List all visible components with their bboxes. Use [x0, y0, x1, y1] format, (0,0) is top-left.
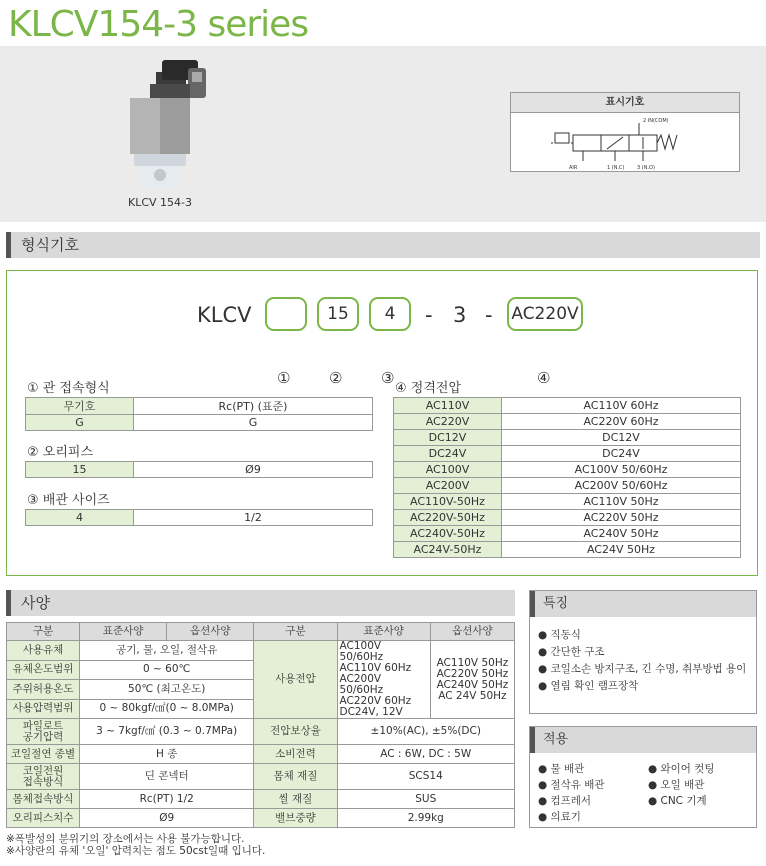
- table-cell: DC12V: [502, 430, 741, 446]
- list-item: ● 와이어 컷팅: [648, 763, 715, 775]
- voltage-std-line: AC110V 60Hz: [339, 662, 412, 674]
- page-title: KLCV154-3 series: [8, 4, 309, 45]
- applications-panel: [529, 726, 757, 828]
- table-row: [394, 430, 741, 446]
- table-row: [7, 790, 515, 809]
- spec-value: H 종: [80, 745, 254, 764]
- table-cell: G: [26, 415, 134, 431]
- section-model-code: 형식기호: [6, 232, 760, 258]
- spec-value: SUS: [337, 790, 514, 809]
- table-row: [7, 809, 515, 828]
- model-dash-1: -: [425, 303, 433, 327]
- applications-title: 적용: [530, 727, 756, 753]
- table-row: [26, 415, 373, 431]
- orifice-table: [25, 461, 373, 478]
- spec-value: 공기, 물, 오일, 절삭유: [80, 641, 254, 661]
- table-cell: AC110V 60Hz: [502, 398, 741, 414]
- spec-value: Rc(PT) 1/2: [80, 790, 254, 809]
- spec-header-std: 표준사양: [80, 623, 167, 641]
- product-caption: KLCV 154-3: [127, 196, 192, 209]
- model-num-4: ④: [537, 369, 551, 387]
- spec-header-opt-2: 옵션사양: [430, 623, 514, 641]
- table-cell: AC100V 50/60Hz: [502, 462, 741, 478]
- features-list: [530, 617, 756, 695]
- table-cell: AC240V 50Hz: [502, 526, 741, 542]
- spec-label: 주위허용온도: [7, 680, 80, 700]
- footnote: ※폭발성의 분위기의 장소에서는 사용 불가능합니다.: [6, 833, 245, 845]
- table-cell: AC240V-50Hz: [394, 526, 502, 542]
- table-cell: AC220V 60Hz: [502, 414, 741, 430]
- table-cell: AC24V 50Hz: [502, 542, 741, 558]
- model-num-2: ②: [329, 369, 343, 387]
- spec-label: 유체온도범위: [7, 660, 80, 680]
- table-row: [26, 510, 373, 526]
- table-row: [394, 414, 741, 430]
- spec-label-line: 코일전원: [22, 764, 64, 777]
- spec-header-std-2: 표준사양: [337, 623, 430, 641]
- orifice-title: ② 오리피스: [27, 445, 94, 460]
- spec-label: 사용유체: [7, 641, 80, 661]
- model-prefix: KLCV: [197, 303, 252, 327]
- table-row: [394, 462, 741, 478]
- port-com-label: 2 IN(COM): [643, 118, 669, 124]
- valve-image: [126, 54, 210, 204]
- list-item: ● 오일 배관: [648, 779, 705, 791]
- product-hero: [0, 46, 766, 222]
- voltage-opt-line: AC110V 50Hz: [436, 656, 509, 669]
- table-row: [394, 478, 741, 494]
- table-cell: 1/2: [134, 510, 373, 526]
- table-row: [7, 623, 515, 641]
- table-cell: AC220V 50Hz: [502, 510, 741, 526]
- spec-voltage-opt: [430, 641, 514, 719]
- table-row: [394, 526, 741, 542]
- application-text: 물 배관: [550, 763, 585, 775]
- table-cell: AC200V 50/60Hz: [502, 478, 741, 494]
- application-text: 컴프레서: [550, 795, 592, 807]
- voltage-title: ④ 정격전압: [395, 381, 462, 396]
- spec-label: 밸브중량: [254, 809, 337, 828]
- model-num-3: ③: [381, 369, 395, 387]
- symbol-heading: 표시기호: [511, 93, 739, 113]
- list-item: ● 코일소손 방지구조, 긴 수명, 취부방법 용이: [538, 663, 747, 675]
- application-text: 오일 배관: [660, 779, 705, 791]
- voltage-opt-line: AC220V 50Hz: [436, 667, 509, 680]
- table-row: [394, 494, 741, 510]
- pipe-size-table: [25, 509, 373, 526]
- features-title: 특징: [530, 591, 756, 617]
- port-type-table: [25, 397, 373, 431]
- spec-header-item-2: 구분: [254, 623, 337, 641]
- spec-label-line: 공기압력: [22, 730, 64, 743]
- list-item: ● 절삭유 배관: [538, 779, 605, 791]
- footnote: ※사양란의 유체 '오일' 압력치는 점도 50cst일때 입니다.: [6, 845, 266, 857]
- model-box-pipe: 4: [369, 297, 411, 331]
- model-box-orifice: 15: [317, 297, 359, 331]
- spec-label: 오리피스치수: [7, 809, 80, 828]
- spec-label: 씰 재질: [254, 790, 337, 809]
- table-cell: 무기호: [26, 398, 134, 415]
- table-row: [394, 542, 741, 558]
- list-item: ● 열림 확인 램프장착: [538, 680, 639, 692]
- voltage-std-line: AC220V 60Hz: [339, 695, 412, 707]
- model-num-1: ①: [277, 369, 291, 387]
- table-cell: AC110V: [394, 398, 502, 414]
- spec-value: Ø9: [80, 809, 254, 828]
- table-cell: DC24V: [394, 446, 502, 462]
- application-text: 절삭유 배관: [550, 779, 605, 791]
- voltage-table: [393, 397, 741, 558]
- spec-header-item: 구분: [7, 623, 80, 641]
- symbol-panel: [510, 92, 740, 172]
- feature-text: 직동식: [550, 629, 581, 641]
- spec-table: [6, 622, 515, 828]
- table-cell: DC24V: [502, 446, 741, 462]
- table-cell: AC100V: [394, 462, 502, 478]
- model-box-port: [265, 297, 307, 331]
- voltage-opt-line: AC 24V 50Hz: [438, 689, 507, 702]
- voltage-std-line: DC24V, 12V: [339, 706, 403, 718]
- table-row: [26, 398, 373, 415]
- feature-text: 코일소손 방지구조, 긴 수명, 취부방법 용이: [550, 663, 747, 675]
- table-cell: Ø9: [134, 462, 373, 478]
- footnotes: [6, 833, 265, 857]
- table-row: [7, 641, 515, 661]
- spec-label-line: 접속방식: [22, 775, 64, 788]
- spec-label: [7, 764, 80, 790]
- table-row: [394, 398, 741, 414]
- spec-value: 0 ~ 80kgf/㎠(0 ~ 8.0MPa): [80, 699, 254, 719]
- application-text: 와이어 컷팅: [660, 763, 715, 775]
- table-cell: DC12V: [394, 430, 502, 446]
- applications-list: [530, 753, 756, 824]
- model-code-panel: [6, 270, 758, 576]
- spec-value: 50℃ (최고온도): [80, 680, 254, 700]
- spec-label: 전압보상율: [254, 719, 337, 745]
- table-cell: AC220V-50Hz: [394, 510, 502, 526]
- spec-label: 코일절연 종별: [7, 745, 80, 764]
- feature-text: 열림 확인 램프장착: [550, 680, 639, 692]
- spec-voltage-std: [337, 641, 430, 719]
- spec-value: 3 ~ 7kgf/㎠ (0.3 ~ 0.7MPa): [80, 719, 254, 745]
- spec-label: 사용전압: [254, 641, 337, 719]
- list-item: ● 직동식: [538, 629, 581, 641]
- spec-value: 0 ~ 60℃: [80, 660, 254, 680]
- table-cell: G: [134, 415, 373, 431]
- pipe-size-title: ③ 배관 사이즈: [27, 493, 110, 508]
- application-text: 의료기: [550, 811, 581, 823]
- port-no-label: 3 (N.O): [637, 165, 655, 171]
- spec-value: AC : 6W, DC : 5W: [337, 745, 514, 764]
- table-cell: AC24V-50Hz: [394, 542, 502, 558]
- spec-label: [7, 719, 80, 745]
- table-cell: AC110V 50Hz: [502, 494, 741, 510]
- table-cell: AC110V-50Hz: [394, 494, 502, 510]
- feature-text: 간단한 구조: [550, 646, 605, 658]
- table-row: [26, 462, 373, 478]
- table-row: [394, 446, 741, 462]
- spec-label: 몸체접속방식: [7, 790, 80, 809]
- table-row: [7, 745, 515, 764]
- spec-value: ±10%(AC), ±5%(DC): [337, 719, 514, 745]
- spec-value: 2.99kg: [337, 809, 514, 828]
- features-panel: [529, 590, 757, 714]
- table-cell: AC200V: [394, 478, 502, 494]
- table-row: [7, 719, 515, 745]
- spec-label: 사용압력범위: [7, 699, 80, 719]
- list-item: ● 간단한 구조: [538, 646, 605, 658]
- table-cell: 4: [26, 510, 134, 526]
- model-box-voltage: AC220V: [507, 297, 583, 331]
- table-row: [394, 510, 741, 526]
- table-cell: 15: [26, 462, 134, 478]
- section-spec: 사양: [6, 590, 515, 616]
- model-mid: 3: [453, 303, 467, 327]
- table-row: [7, 764, 515, 790]
- spec-header-opt: 옵션사양: [167, 623, 254, 641]
- list-item: ● CNC 기계: [648, 795, 707, 807]
- port-nc-label: 1 (N.C): [607, 165, 625, 171]
- list-item: ● 물 배관: [538, 763, 585, 775]
- port-type-title: ① 관 접속형식: [27, 381, 110, 396]
- application-text: CNC 기계: [660, 795, 707, 807]
- voltage-std-line: AC200V 50/60Hz: [339, 673, 384, 696]
- air-label: AIR: [569, 165, 578, 171]
- spec-label: 소비전력: [254, 745, 337, 764]
- model-dash-2: -: [485, 303, 493, 327]
- voltage-std-line: AC100V 50/60Hz: [339, 640, 384, 663]
- spec-value: SCS14: [337, 764, 514, 790]
- list-item: ● 의료기: [538, 811, 581, 823]
- table-cell: AC220V: [394, 414, 502, 430]
- valve-symbol-diagram: [511, 113, 739, 171]
- list-item: ● 컴프레서: [538, 795, 592, 807]
- voltage-opt-line: AC240V 50Hz: [436, 678, 509, 691]
- spec-label-line: 파일로트: [22, 719, 64, 732]
- table-cell: Rc(PT) (표준): [134, 398, 373, 415]
- spec-value: 딘 콘넥터: [80, 764, 254, 790]
- model-code-row: [7, 297, 757, 387]
- spec-label: 몸체 재질: [254, 764, 337, 790]
